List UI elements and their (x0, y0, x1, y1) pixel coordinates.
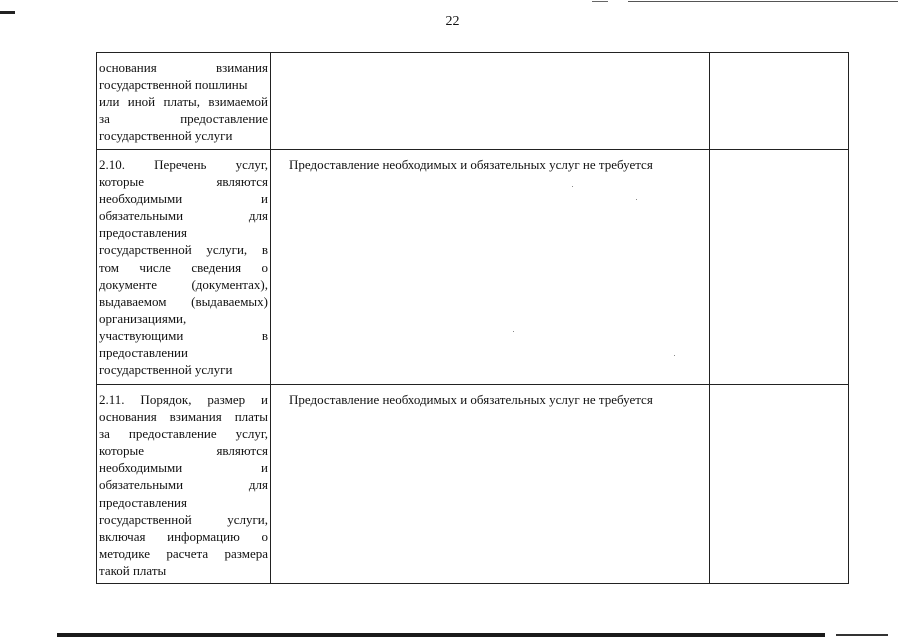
scan-artifact-line (592, 1, 608, 2)
row-name-line: обязательными для (99, 208, 268, 224)
row-name-line: государственной услуги (99, 362, 233, 378)
row-name-line: государственной услуги (99, 128, 233, 144)
row-name-line: документе (документах), (99, 276, 268, 292)
services-table (96, 52, 849, 584)
row-name-line: выдаваемом (выдаваемых) (99, 293, 268, 309)
row-name-cell (99, 59, 268, 144)
row-name-line: которые являются (99, 443, 268, 459)
row-name-line: организациями, (99, 310, 187, 326)
row-name-line: участвующими в (99, 327, 268, 343)
table-row (97, 150, 848, 385)
row-name-line: методике расчета размера (99, 545, 268, 561)
row-name-line: государственной пошлины (99, 77, 248, 93)
row-name-line: необходимыми и (99, 191, 268, 207)
row-name-line: обязательными для (99, 477, 268, 493)
row-name-line: 2.11. Порядок, размер и (99, 392, 268, 407)
table-row (97, 53, 848, 150)
scan-speck (572, 186, 573, 187)
row-name-line: включая информацию о (99, 528, 268, 544)
row-name-line: за предоставление услуг, (99, 426, 268, 442)
row-name-line: такой платы (99, 562, 167, 578)
row-name-line: 2.10. Перечень услуг, (99, 157, 268, 172)
scan-speck (674, 355, 675, 356)
row-name-line: за предоставление (99, 111, 268, 127)
row-name-cell (99, 156, 268, 378)
row-name-line: или иной платы, взимаемой (99, 94, 268, 110)
scan-artifact-line (57, 633, 825, 637)
row-name-line: основания взимания платы (99, 409, 268, 425)
row-name-line: государственной услуги, (99, 511, 268, 527)
row-content-cell: Предоставление необходимых и обязательных услуг не требуется (289, 157, 653, 172)
row-name-line: основания взимания (99, 60, 268, 75)
table-row (97, 385, 848, 583)
row-content-cell: Предоставление необходимых и обязательных услуг не требуется (289, 392, 653, 407)
scan-speck (636, 199, 637, 200)
row-name-line: том числе сведения о (99, 259, 268, 275)
scan-speck (513, 331, 514, 332)
row-name-line: предоставления (99, 494, 187, 510)
page-number: 22 (445, 14, 460, 29)
row-name-line: предоставлении (99, 345, 188, 361)
row-name-line: государственной услуги, в (99, 242, 268, 258)
scan-artifact-line (628, 1, 898, 2)
row-name-line: необходимыми и (99, 460, 268, 476)
row-name-line: которые являются (99, 174, 268, 190)
row-name-cell (99, 391, 268, 579)
row-name-line: предоставления (99, 225, 187, 241)
scan-artifact-line (836, 634, 888, 636)
